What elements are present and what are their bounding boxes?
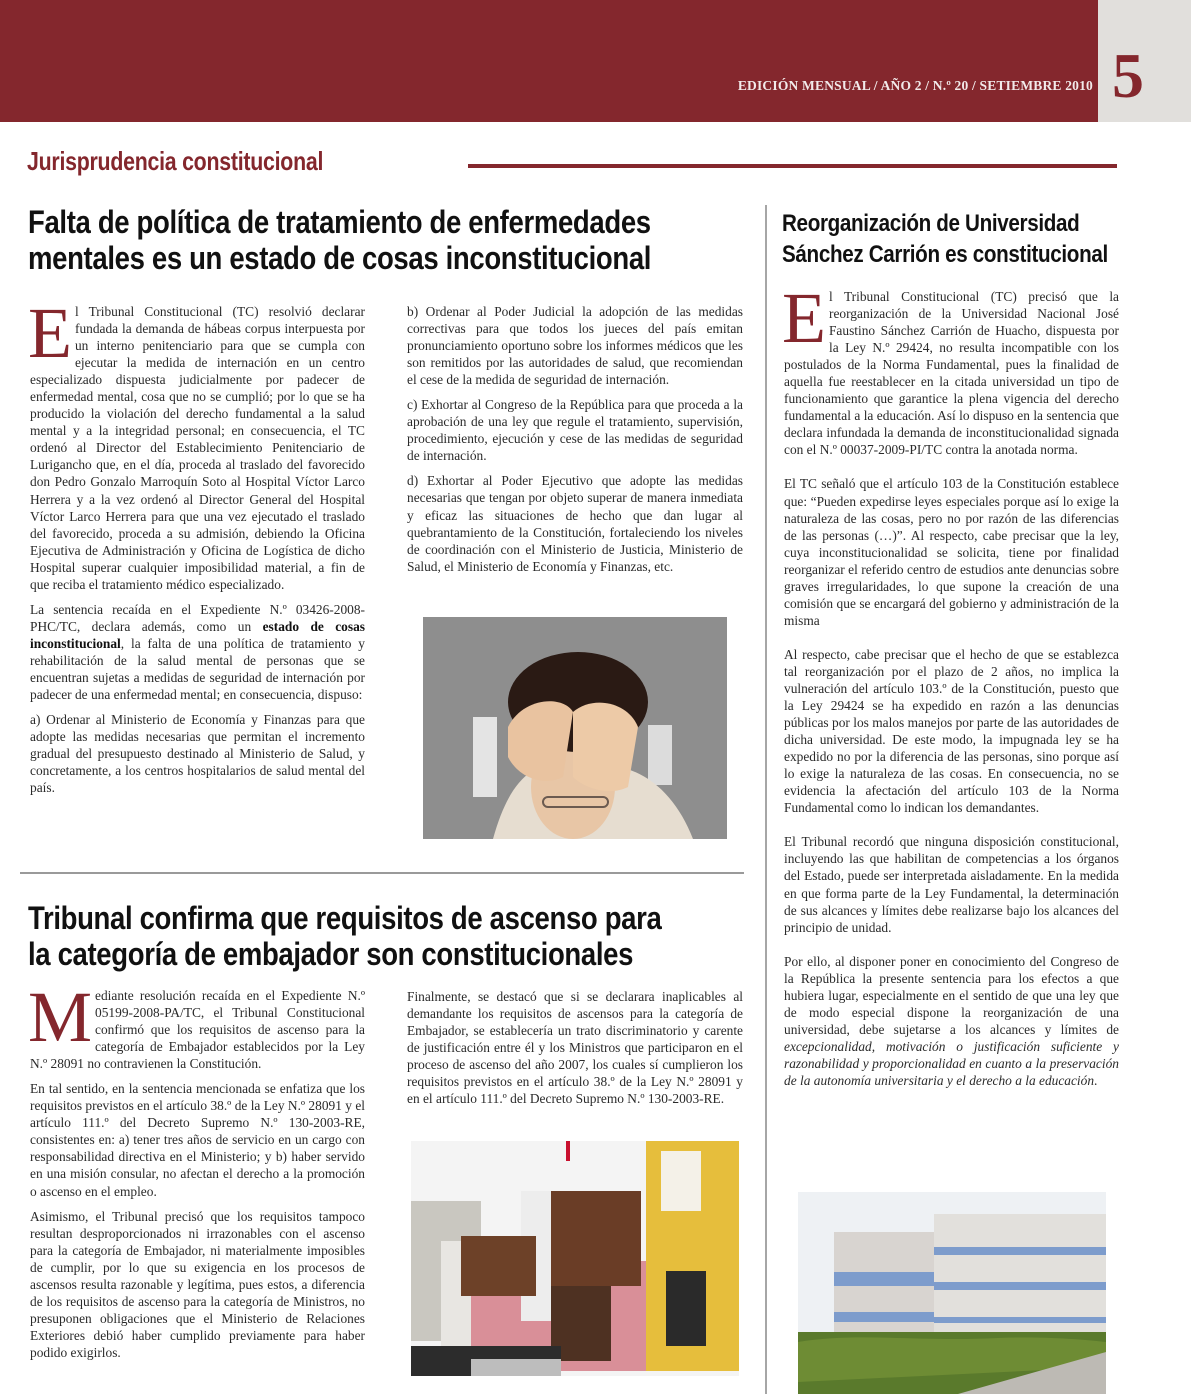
article2-paragraph: El Tribunal Constitucional (TC) precisó que la reorganización de la Universidad Nacional José Faustino Sánchez Carrión de Huacho, dispuesta por la Ley N.º 29424, no resulta incompatible con los postulados de la Norma Fundamental, pues la finalidad de aquella fue reestablecer en la citada universidad un tipo de funcionamiento que garantice la plena vigencia del derecho fundamental a la educación. Así lo dispuso en la sentencia que declara infundada la demanda de inconstitucionalidad signada con el N.º 00037-2009-PI/TC contra la anotada norma. xyxy=(782,278,1119,458)
article3-paragraph: Asimismo, el Tribunal precisó que los requisitos tampoco resultan desproporcionados ni irrazonables con el ascenso para la categoría de Embajador, ni materialmente imposibles de cumplir, por lo que su exigencia en los procesos de ascensos resulta razonable y legítima, pues estos, a diferencia de los requisitos de ascenso para la categoría de Ministros, no presuponen obligaciones que el Ministerio de Relaciones Exteriores debió haber cumplido previamente para haber podido exigirlos. xyxy=(30,1208,365,1360)
article1-paragraph: El Tribunal Constitucional (TC) resolvió declarar fundada la demanda de hábeas corpus interpuesta por un interno penitenciario para que se cumpla con ejecutar la medida de internación en un centro especializado dispuesta judicialmente por padecer de enfermedad mental, cosa que no se cumplió; por lo que se ha producido la violación del derecho fundamental a la salud mental y a la integridad personal; en consecuencia, el TC ordenó al Director del Establecimiento Penitenciario de Lurigancho que, en el día, proceda al traslado del favorecido don Pedro Gonzalo Marroquín Soto al Hospital Víctor Larco Herrera y a la vez ordenó al Director General del Hospital Víctor Larco Herrera para que una vez ejecutado el traslado del favorecido, proceda a su admisión, debiendo la Oficina Ejecutiva de Administración y Oficina de Logística de dicho Hospital superar cualquier imposibilidad material, a fin de que reciba el tratamiento médico especializado. xyxy=(28,293,365,592)
article2-headline-line2: Sánchez Carrión es constitucional xyxy=(782,241,1108,268)
article3-paragraph: En tal sentido, en la sentencia mencionada se enfatiza que los requisitos previstos en el artículo 38.º de la Ley N.º 28091 y el artículo 111.º del Decreto Supremo N.º 130-2003-RE, consistentes en: a) tener tres años de servicio en un cargo con responsabilidad directiva en el Ministerio; y b) haber servido en una misión consular, no afectan el derecho a la promoción o ascenso en el empleo. xyxy=(30,1081,365,1199)
article1-item-d: d) Exhortar al Poder Ejecutivo que adopte las medidas necesarias que tengan por objeto superar de manera inmediata y eficaz las situaciones de hecho que dan lugar al quebrantamiento de la Constitución, fortaleciendo los niveles de coordinación con el Ministerio de Justicia, Ministerio de Salud, el Ministerio de Economía y Finanzas, etc. xyxy=(407,473,743,574)
colonial-building-balconies-photo xyxy=(411,1141,739,1376)
photo-illustration xyxy=(423,617,727,839)
article3-headline-line1: Tribunal confirma que requisitos de ascenso para xyxy=(28,900,662,936)
column-divider xyxy=(765,205,767,1394)
article3-column2 xyxy=(407,988,743,1115)
article1-column2 xyxy=(407,303,743,583)
article1-item-c: c) Exhortar al Congreso de la República para que proceda a la aprobación de una ley que regule el tratamiento, supervisión, procedimiento, ejecución y cese de las medidas de seguridad de internación. xyxy=(407,397,743,464)
article1-headline-line2: mentales es un estado de cosas inconstitucional xyxy=(28,240,652,276)
article1-headline-line1: Falta de política de tratamiento de enfermedades xyxy=(28,204,651,240)
article1-item-a: a) Ordenar al Ministerio de Economía y Finanzas para que adopte las medidas necesarias que permitan el incremento gradual del presupuesto destinado al Ministerio de Salud, y concretamente, a los centros hospitalarios de salud mental del país. xyxy=(30,712,365,796)
photo-illustration xyxy=(798,1192,1106,1394)
drop-cap: E xyxy=(28,293,72,373)
article1-column1 xyxy=(28,293,365,804)
emphasis: excepcionalidad, motivación o justificación suficiente y razonabilidad y proporcionalidad en cuanto a la preservación de la autonomía universitaria y el derecho a la educación xyxy=(784,1038,1119,1088)
university-building-photo xyxy=(798,1192,1106,1394)
article3-paragraph: Finalmente, se destacó que si se declarara inaplicables al demandante los requisitos de ascensos para la categoría de Embajador, se establecería un trato discriminatorio y carente de justificación entre él y los Ministros que participaron en el proceso de ascenso del año 2007, los cuales sí cumplieron los requisitos previstos en el artículo 38.º de la Ley N.º 28091 y en el artículo 111.º del Decreto Supremo N.º 130-2003-RE. xyxy=(407,989,743,1107)
header-bar xyxy=(0,0,1098,122)
section-rule xyxy=(468,164,1117,168)
photo-illustration xyxy=(411,1141,739,1376)
article2-paragraph: El Tribunal recordó que ninguna disposición constitucional, incluyendo las que habilitan de competencias a los órganos del Estado, puede ser interpretada aisladamente. En la medida en que forma parte de la Ley Fundamental, la determinación de sus alcances y límites debe realizarse bajo los alcances del principio de unidad. xyxy=(784,834,1119,935)
article2-paragraph: Por ello, al disponer poner en conocimiento del Congreso de la República la presente sentencia para los efectos a que hubiera lugar, especialmente en el sentido de que una ley que de modo especial dispone la reorganización de una universidad, debe sujetarse a los alcances y límites de excepcionalidad, motivación o justificación suficiente y razonabilidad y proporcionalidad en cuanto a la preservación de la autonomía universitaria y el derecho a la educación. xyxy=(784,953,1119,1088)
article2-headline xyxy=(782,208,1108,270)
article2-paragraph: El TC señaló que el artículo 103 de la Constitución establece que: “Pueden expedirse leyes especiales porque así lo exige la naturaleza de las cosas, pero no por razón de las diferencias de las personas (…)”. Al respecto, cabe precisar que la ley, cuya inconstitucionalidad se solicita, tiene por finalidad reorganizar el referido centro de estudios ante denuncias sobre graves irregularidades, lo que supone la creación de una comisión que se encargará del gobierno y administración de la misma xyxy=(784,476,1119,628)
article1-paragraph: La sentencia recaída en el Expediente N.º 03426-2008-PHC/TC, declara además, como un estado de cosas inconstitucional, la falta de una política de tratamiento y rehabilitación de la salud mental de personas que se encuentran sujetas a medidas de seguridad de internación por padecer de una enfermedad mental; en consecuencia, dispuso: xyxy=(30,601,365,703)
section-title: Jurisprudencia constitucional xyxy=(27,146,324,176)
article2-column xyxy=(782,278,1119,1097)
person-holding-head-photo xyxy=(423,617,727,839)
article2-paragraph: Al respecto, cabe precisar que el hecho de que se establezca tal reorganización por el plazo de 2 años, no implica la vulneración del artículo 103.º de la Constitución, puesto que la Ley 29424 se ha expedido en razón a las denuncias públicas por los malos manejos por parte de las autoridades de dicha universidad. De este modo, la impugnada ley se ha expedido no por la diferencia de las personas, sino porque así lo exige la naturaleza de las cosas. En consecuencia, no se evidencia la afectación del artículo 103 de la Norma Fundamental como lo indican los demandantes. xyxy=(784,646,1119,816)
emphasis: estado de cosas inconstitucional xyxy=(30,618,365,651)
article3-headline xyxy=(28,900,661,972)
drop-cap: M xyxy=(28,977,93,1057)
article-divider xyxy=(20,872,744,874)
article2-headline-line1: Reorganización de Universidad xyxy=(782,210,1080,237)
article1-item-b: b) Ordenar al Poder Judicial la adopción de las medidas correctivas para que todos los jueces del país emitan pronunciamiento oportuno sobre los informes médicos que les son remitidos por las autoridades de salud, que recomiendan el cese de la medida de seguridad de internación. xyxy=(407,304,743,388)
article3-headline-line2: la categoría de embajador son constitucionales xyxy=(28,936,634,972)
article3-paragraph: Mediante resolución recaída en el Expediente N.º 05199-2008-PA/TC, el Tribunal Constitucional confirmó que los requisitos de ascenso para la categoría de Embajador establecidos por la Ley N.º 28091 no contravienen la Constitución. xyxy=(28,977,365,1072)
article3-column1 xyxy=(28,977,365,1369)
drop-cap: E xyxy=(782,278,826,358)
article1-headline xyxy=(28,204,651,276)
edition-line: EDICIÓN MENSUAL / AÑO 2 / N.º 20 / SETIEMBRE 2010 xyxy=(737,78,1093,93)
page-number: 5 xyxy=(1112,40,1144,111)
